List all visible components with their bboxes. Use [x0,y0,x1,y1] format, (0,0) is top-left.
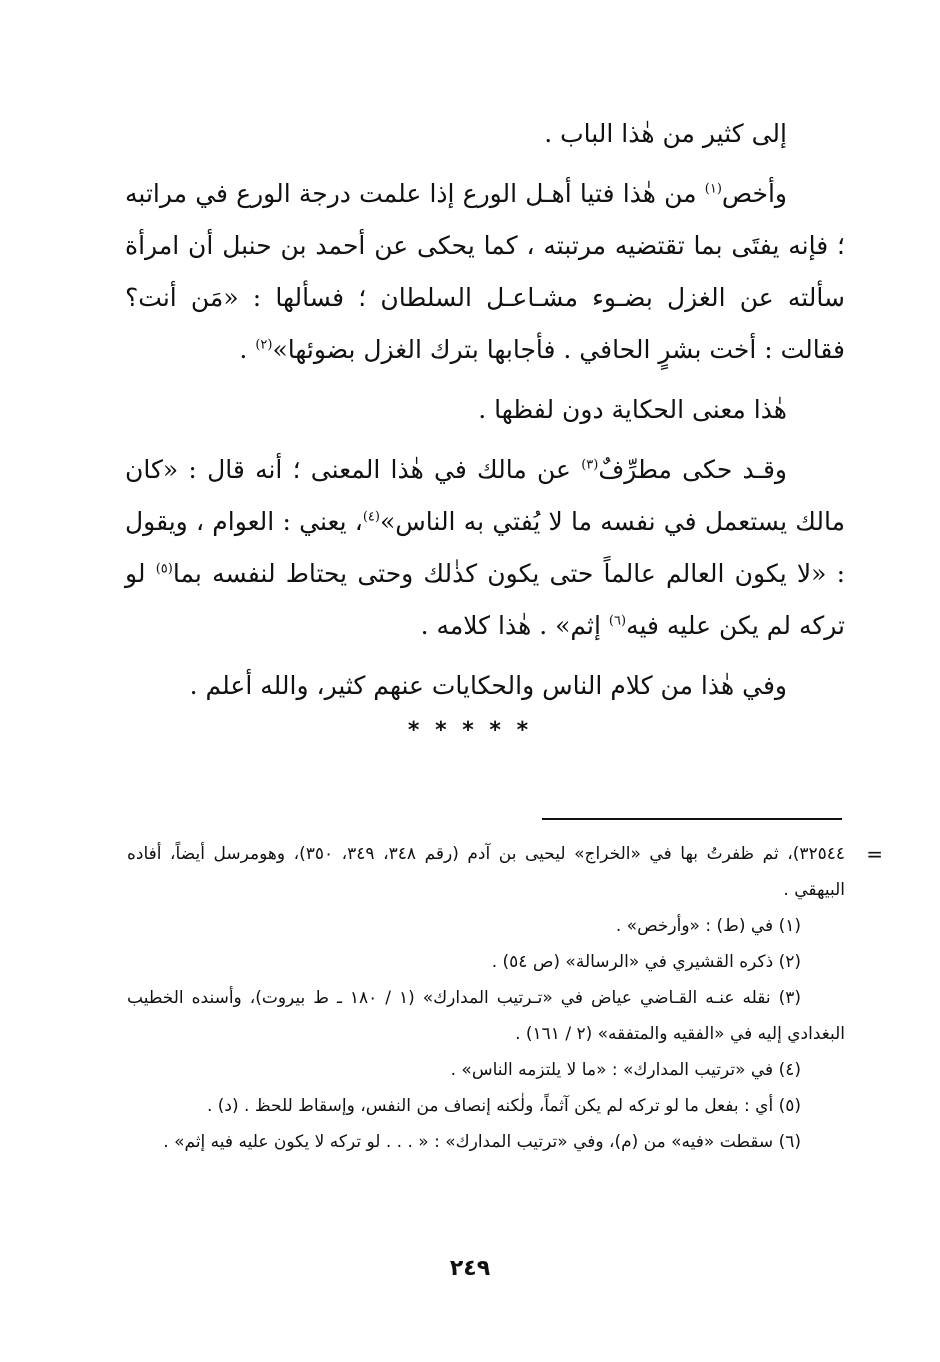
paragraph-5: وفي هٰذا من كلام الناس والحكايات عنهم كثير، والله أعلم . [189,671,787,700]
paragraph-2-text-a: وأخص [721,179,787,208]
footnote-continuation-text: ٣٢٥٤٤)، ثم ظفرتُ بها في «الخراج» ليحيى بن آدم (رقم ٣٤٨، ٣٤٩، ٣٥٠)، وهومرسل أيضاً، أفاده البيهقي . [127,844,846,900]
footnote-3: (٣) نقله عنـه القـاضي عياض في «تـرتيب المدارك» (١ / ١٨٠ ـ ط بيروت)، وأسنده الخطيب البغدادي إليه في «الفقيه والمتفقه» (٢ / ١٦١) . [127,988,845,1044]
footnote-6: (٦) سقطت «فيه» من (م)، وفي «ترتيب المدارك» : « . . . لو تركه لا يكون عليه فيه إثم» . [163,1132,801,1152]
paragraph-4-text-e: إثم» . هٰذا كلامه . [420,611,609,640]
footnote-ref-2[interactable]: (٢) [255,337,273,353]
footnote-ref-3[interactable]: (٣) [581,457,599,473]
footnote-2: (٢) ذكره القشيري في «الرسالة» (ص ٥٤) . [491,952,801,972]
footnote-ref-6[interactable]: (٦) [608,613,627,629]
section-separator: * * * * * [407,718,533,743]
paragraph-4-text-d: لو تركه لم يكن عليه فيه [125,559,845,640]
paragraph-2-text-b: من هٰذا فتيا أهـل الورع إذا علمت درجة الورع في مراتبه ؛ فإنه يفتَى بما تقتضيه مرتبته ، كما يحكى عن أحمد بن حنبل أن امرأة سألته عن الغزل بضـوء مشـاعـل السلطان ؛ فسألها : «مَن أنت؟ فقالت : أخت بشرٍ الحافي . فأجابها بترك الغزل بضوئها» [125,179,845,364]
paragraph-2-text-c: . [239,335,256,364]
footnote-continuation [127,836,883,908]
paragraph-4-text-a: وقـد حكى مطرِّفٌ [598,455,787,484]
paragraph-4 [125,444,845,652]
footnote-4: (٤) في «ترتيب المدارك» : «ما لا يلتزمه الناس» . [450,1060,801,1080]
main-text [125,108,845,712]
paragraph-4-text-b: عن مالك في هٰذا المعنى ؛ أنه قال : «كان مالك يستعمل في نفسه ما لا يُفتي به الناس» [125,455,845,536]
footnote-1: (١) في (ط) : «وأرخص» . [615,916,801,936]
paragraph-2 [125,168,845,376]
footnotes [127,836,883,1160]
footnote-ref-5[interactable]: (٥) [155,561,173,577]
page-number: ٢٤٩ [449,1256,491,1281]
continuation-mark: = [866,842,883,866]
paragraph-3: هٰذا معنى الحكاية دون لفظها . [478,395,787,424]
footnote-5: (٥) أي : بفعل ما لو تركه لم يكن آثماً، ولٰكنه إنصاف من النفس، وإسقاط للحظ . (د) . [206,1096,801,1116]
footnote-ref-4[interactable]: (٤) [362,509,380,525]
paragraph-4-text-c: ، يعني : العوام ، ويقول : «لا يكون العالم عالماً حتى يكون كذٰلك وحتى يحتاط لنفسه بما [125,507,845,588]
footnote-ref-1[interactable]: (١) [704,181,722,197]
paragraph-1: إلى كثير من هٰذا الباب . [544,119,787,148]
footnote-divider [542,818,842,820]
